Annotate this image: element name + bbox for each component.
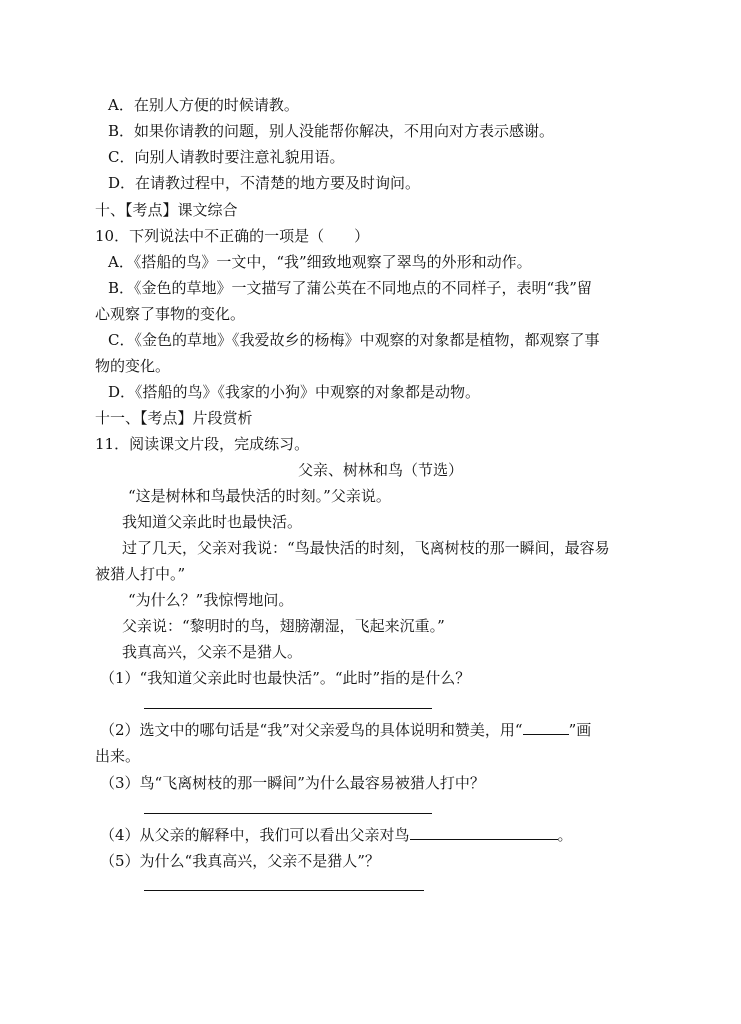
- q11-sub3: （3）鸟“飞离树枝的那一瞬间”为什么最容易被猎人打中？: [100, 774, 485, 792]
- passage-paragraph-2: 我知道父亲此时也最快活。: [122, 513, 303, 531]
- passage-paragraph-1: “这是树林和鸟最快活的时刻。”父亲说。: [128, 487, 391, 505]
- q9-option-b: B．如果你请教的问题，别人没能帮你解决，不用向对方表示感谢。: [108, 122, 555, 140]
- passage-paragraph-3-line1: 过了几天，父亲对我说：“鸟最快活的时刻，飞离树枝的那一瞬间，最容易: [122, 539, 610, 557]
- q11-sub5: （5）为什么“我真高兴，父亲不是猎人”？: [100, 852, 380, 870]
- q11-sub3-answer-line[interactable]: [144, 813, 432, 814]
- q11-sub1-answer-line[interactable]: [144, 708, 432, 709]
- q11-sub5-answer-line[interactable]: [144, 890, 424, 891]
- q10-option-a: A．《搭船的鸟》一文中，“我”细致地观察了翠鸟的外形和动作。: [108, 253, 532, 271]
- q10-option-b-line2: 心观察了事物的变化。: [95, 305, 246, 323]
- q11-sub4: [100, 825, 573, 845]
- q10-option-c-line2: 物的变化。: [95, 357, 171, 375]
- q10-option-c-line1: C．《金色的草地》《我爱故乡的杨梅》中观察的对象都是植物，都观察了事: [108, 331, 600, 349]
- q11-sub2-text: （2）选文中的哪句话是“我”对父亲爱鸟的具体说明和赞美，用“: [100, 721, 523, 739]
- section10-heading: 十、【考点】课文综合: [95, 201, 238, 219]
- q11-sub4-text: （4）从父亲的解释中，我们可以看出父亲对鸟: [100, 826, 410, 844]
- passage-paragraph-6: 我真高兴，父亲不是猎人。: [122, 643, 303, 661]
- q11-sub4-text-end: 。: [557, 826, 573, 844]
- q10-question: 10．下列说法中不正确的一项是（ ）: [95, 227, 370, 245]
- q11-sub2-underline-sample: [523, 720, 569, 735]
- q9-option-d: D．在请教过程中，不清楚的地方要及时询问。: [108, 174, 421, 192]
- passage-paragraph-3-line2: 被猎人打中。”: [95, 565, 186, 583]
- q10-option-d: D．《搭船的鸟》《我家的小狗》中观察的对象都是动物。: [108, 383, 481, 401]
- q11-sub2: [100, 720, 591, 740]
- passage-paragraph-5: 父亲说：“黎明时的鸟，翅膀潮湿，飞起来沉重。”: [122, 617, 445, 635]
- passage-paragraph-4: “为什么？”我惊愕地问。: [128, 591, 294, 609]
- q11-sub1: （1）“我知道父亲此时也最快活”。“此时”指的是什么？: [100, 669, 471, 687]
- q9-option-a: A．在别人方便的时候请教。: [108, 96, 299, 114]
- q11-sub4-answer-blank[interactable]: [410, 825, 558, 840]
- q10-option-b-line1: B．《金色的草地》一文描写了蒲公英在不同地点的不同样子，表明“我”留: [108, 279, 592, 297]
- q9-option-c: C．向别人请教时要注意礼貌用语。: [108, 148, 345, 166]
- q11-sub2-line2: 出来。: [95, 747, 141, 765]
- q11-question: 11．阅读课文片段，完成练习。: [95, 435, 310, 453]
- section11-heading: 十一、【考点】片段赏析: [95, 409, 253, 427]
- passage-title: 父亲、树林和鸟（节选）: [298, 461, 464, 479]
- q11-sub2-text-end: ”画: [568, 721, 592, 739]
